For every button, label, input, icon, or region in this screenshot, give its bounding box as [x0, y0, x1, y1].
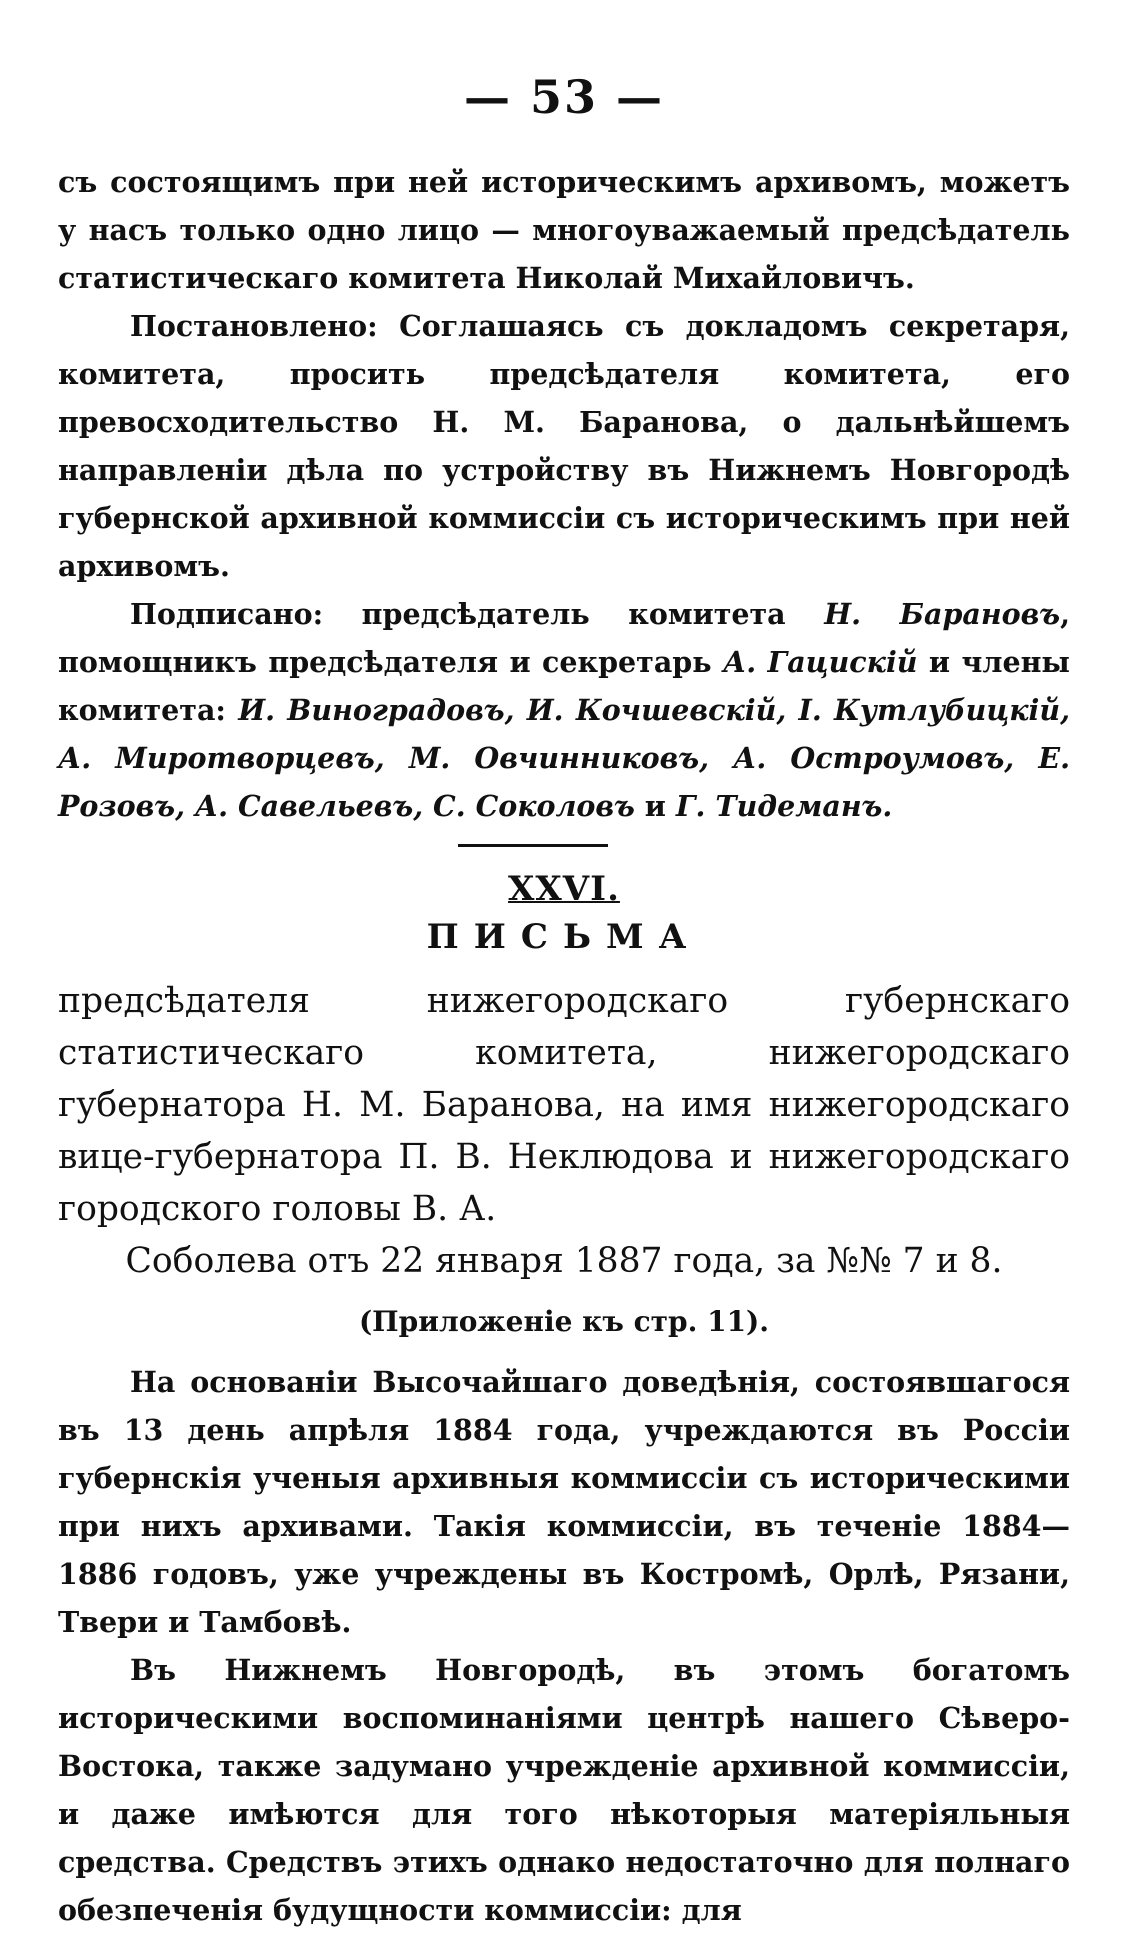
appendix-note: (Приложеніе къ стр. 11).	[358, 1305, 770, 1338]
paragraph-continuation: съ состоящимъ при ней историческимъ архивомъ, можетъ у насъ только одно лицо — многоуважаемый предсѣдатель статистическаго комитета Николай Михайловичъ.	[58, 165, 1070, 295]
paragraph-signatures	[58, 590, 1070, 830]
page-number: 53	[529, 70, 598, 124]
page-number-dash-right: —	[616, 70, 665, 124]
page-number-line	[58, 70, 1070, 124]
signature-joiner: и	[634, 789, 676, 823]
signer-names-list: И. Виноградовъ, И. Кочшевскій, І. Кутлубицкій, А. Миротворцевъ, М. Овчинниковъ, А. Остроумовъ, Е. Розовъ, А. Савельевъ, С. Соколовъ	[58, 693, 1070, 823]
section-number: XXVI.	[508, 869, 620, 909]
paragraph-resolution: Постановлено: Соглашаясь съ докладомъ секретаря, комитета, просить предсѣдателя комитета, его превосходительство Н. М. Баранова, о дальнѣйшемъ направленіи дѣла по устройству въ Нижнемъ Новгородѣ губернской архивной коммиссіи съ историческимъ при ней архивомъ.	[58, 309, 1070, 583]
paragraph-body: Въ Нижнемъ Новгородѣ, въ этомъ богатомъ историческими воспоминаніями центрѣ нашего Сѣверо-Востока, также задумано учрежденіе архивной коммиссіи, и даже имѣются для того нѣкоторыя матеріяльныя средства. Средствъ этихъ однако недостаточно для полнаго обезпеченія будущности коммиссіи: для	[58, 1653, 1070, 1927]
signature-joiner: , помощникъ предсѣдателя и секретарь	[58, 597, 1071, 679]
paragraph-body: На основаніи Высочайшаго доведѣнія, состоявшагося въ 13 день апрѣля 1884 года, учреждаются въ Россіи губернскія ученыя архивныя коммиссіи съ историческими при нихъ архивами. Такія коммиссіи, въ теченіе 1884—1886 годовъ, уже учреждены въ Костромѣ, Орлѣ, Рязани, Твери и Тамбовѣ.	[58, 1365, 1070, 1639]
signature-prefix: Подписано: предсѣдатель комитета	[130, 597, 825, 631]
section-divider	[458, 844, 608, 847]
signer-name: Г. Тидеманъ.	[675, 789, 893, 823]
signature-joiner: и члены комитета:	[58, 645, 1070, 727]
page-number-dash-left: —	[463, 70, 512, 124]
section-title: ПИСЬМА	[426, 917, 702, 957]
signer-name: Н. Барановъ	[824, 597, 1061, 631]
signer-name: А. Гациcкій	[722, 645, 918, 679]
letter-description-last-line: Соболева отъ 22 января 1887 года, за №№ 7 и 8.	[125, 1241, 1003, 1281]
letter-description: предсѣдателя нижегородскаго губернскаго статистическаго комитета, нижегородскаго губернатора Н. М. Баранова, на имя нижегородскаго вице-губернатора П. В. Неклюдова и нижегородскаго городского головы В. А.	[58, 981, 1070, 1229]
